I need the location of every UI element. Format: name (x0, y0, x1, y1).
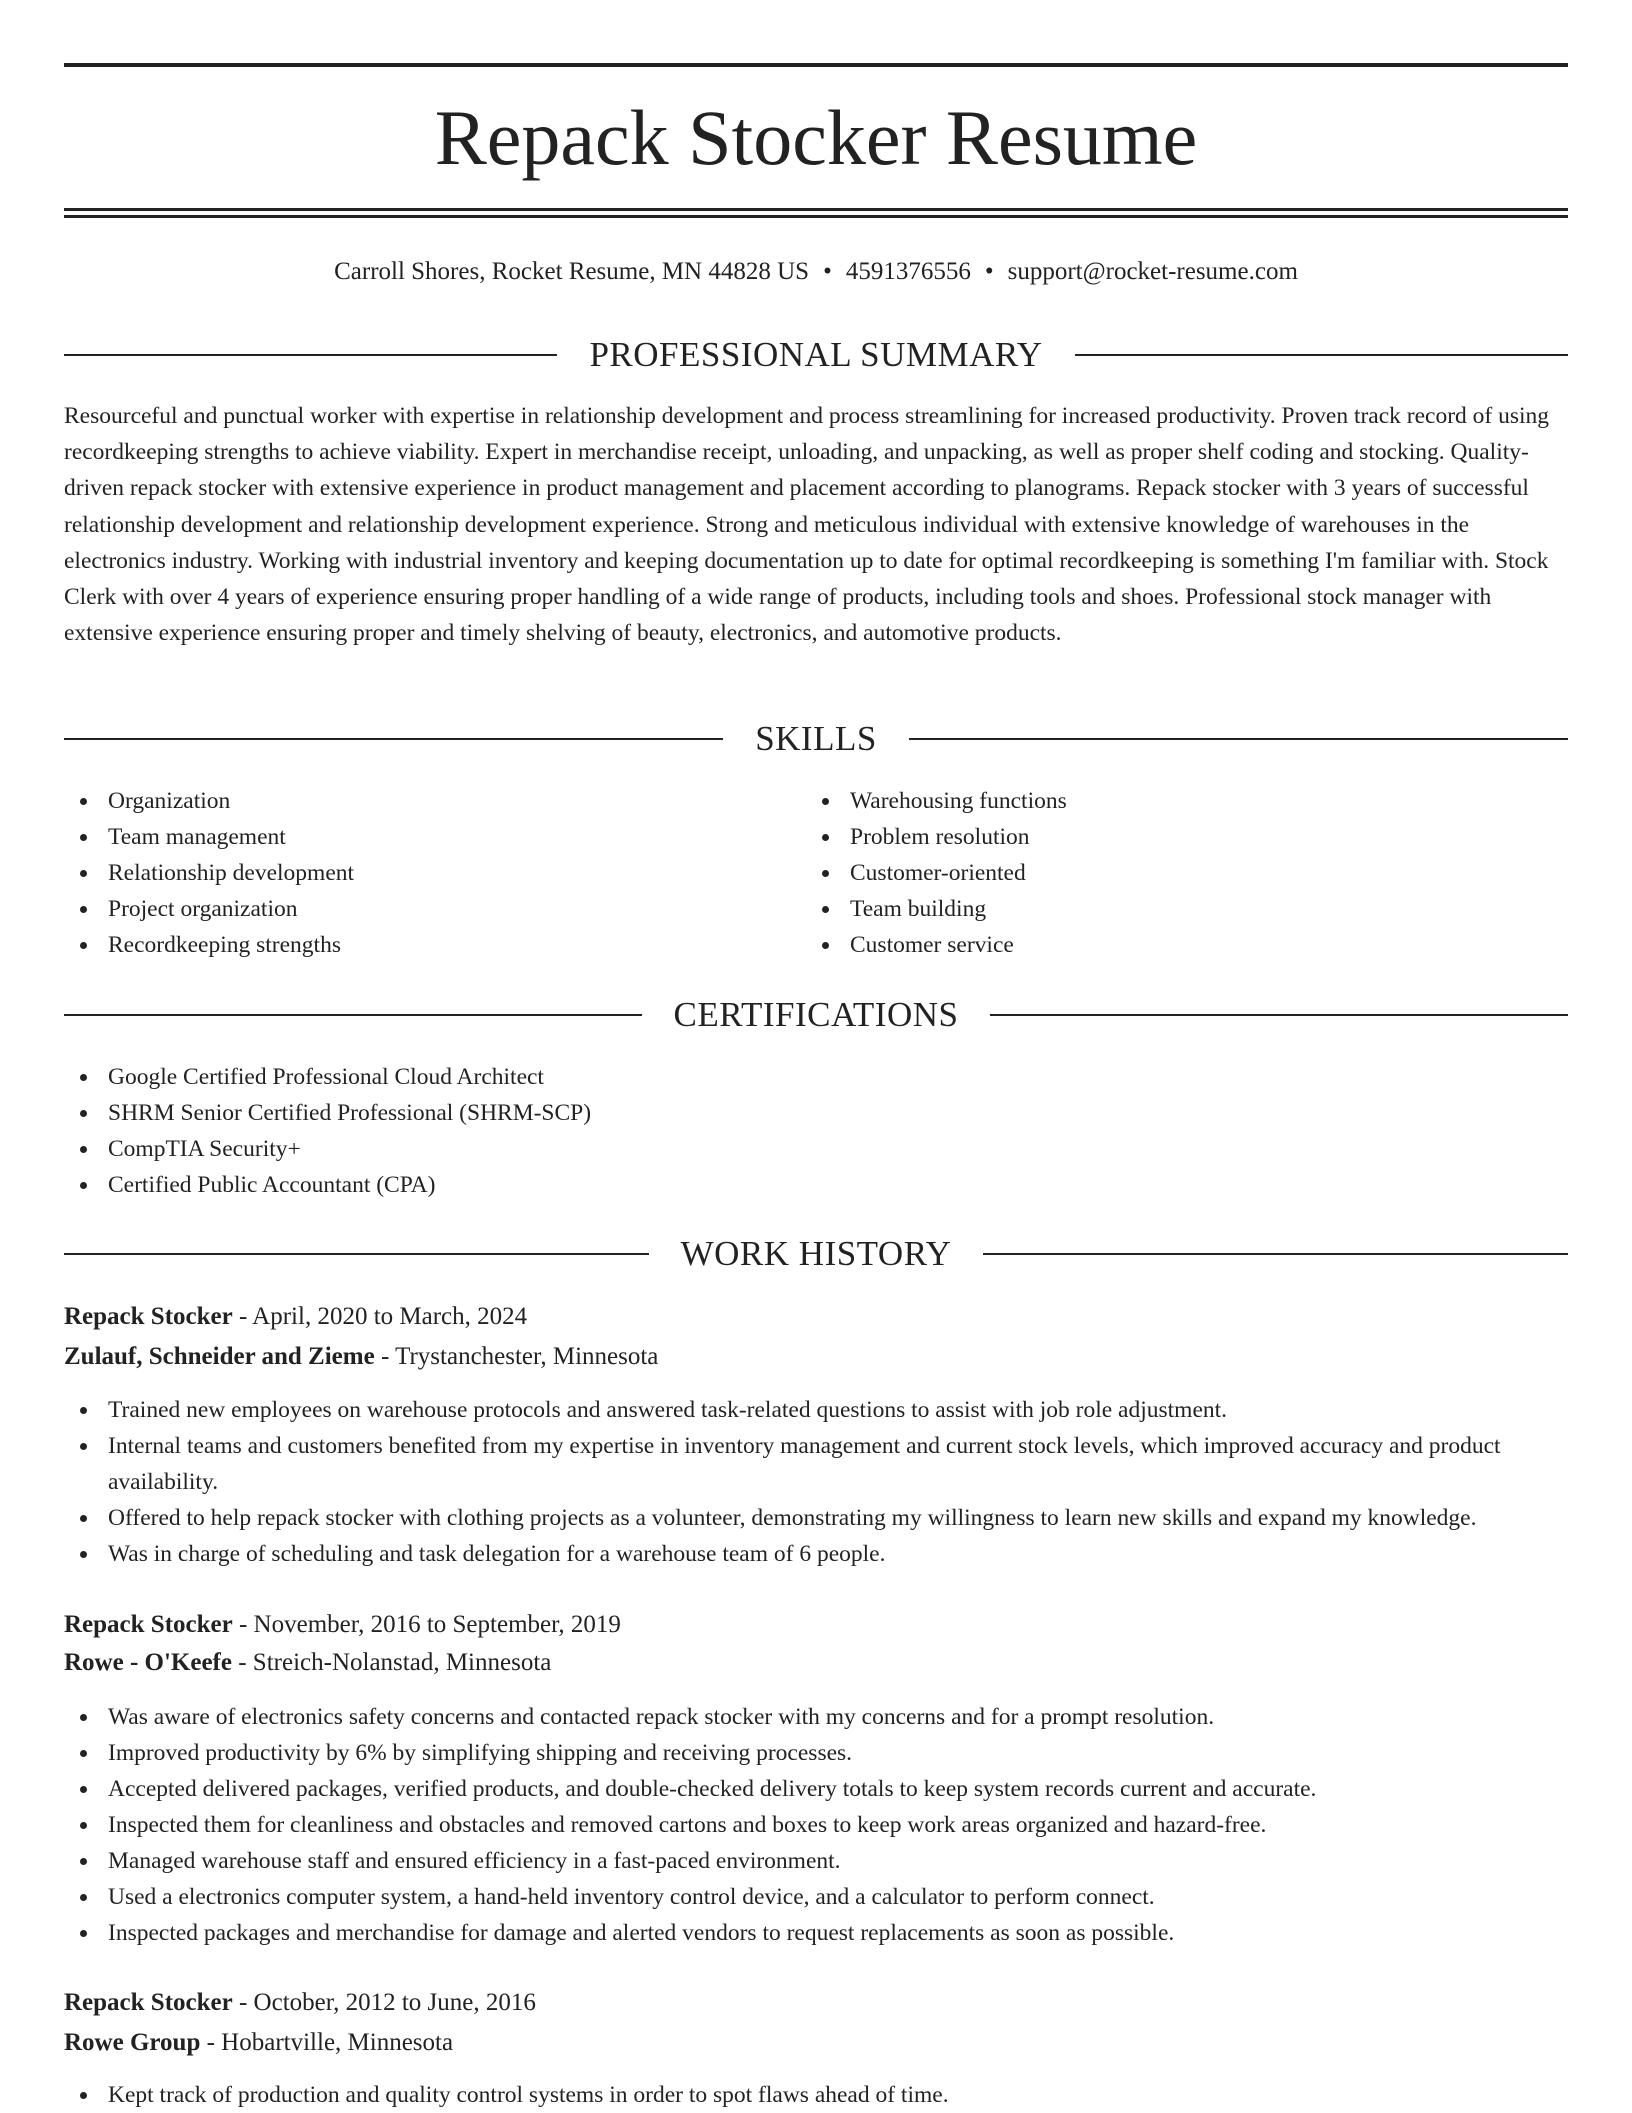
heading-rule (64, 738, 723, 740)
job-bullet: Inspected packages and merchandise for damage and alerted vendors to request replacements as soon as possible. (64, 1915, 1568, 1951)
certification-item: SHRM Senior Certified Professional (SHRM-SCP) (64, 1095, 1568, 1131)
job-bullets (64, 2077, 1568, 2113)
job-location: - Hobartville, Minnesota (200, 2029, 454, 2056)
contact-address: Carroll Shores, Rocket Resume, MN 44828 US (334, 258, 810, 285)
job-company-line (64, 1645, 1568, 1681)
skill-item: Team management (64, 819, 804, 855)
job-dates: - October, 2012 to June, 2016 (232, 1989, 536, 2016)
certifications-heading (64, 995, 1568, 1035)
skill-item: Recordkeeping strengths (64, 927, 804, 963)
heading-rule (983, 1253, 1568, 1255)
job-bullet: Offered to help repack stocker with clothing projects as a volunteer, demonstrating my willingness to learn new skills and expand my knowledge. (64, 1500, 1568, 1536)
job-dates: - November, 2016 to September, 2019 (232, 1611, 621, 1638)
certification-item: CompTIA Security+ (64, 1131, 1568, 1167)
job-company-line (64, 1339, 1568, 1375)
header-double-rule-upper (64, 208, 1568, 211)
skill-item: Project organization (64, 891, 804, 927)
heading-rule (909, 738, 1568, 740)
job-title-line (64, 1985, 1568, 2021)
heading-rule (990, 1014, 1568, 1016)
job-location: - Trystanchester, Minnesota (374, 1343, 659, 1370)
job-role: Repack Stocker (64, 1303, 233, 1330)
job-dates: - April, 2020 to March, 2024 (232, 1303, 528, 1330)
header-top-rule (64, 63, 1568, 67)
work-history-heading-label: WORK HISTORY (680, 1234, 952, 1273)
certification-item: Google Certified Professional Cloud Architect (64, 1059, 1568, 1095)
skill-item: Team building (806, 891, 1566, 927)
job-bullet: Inspected them for cleanliness and obstacles and removed cartons and boxes to keep work areas organized and hazard-free. (64, 1807, 1568, 1843)
skill-item: Relationship development (64, 855, 804, 891)
job-location: - Streich-Nolanstad, Minnesota (231, 1649, 552, 1676)
contact-email: support@rocket-resume.com (1007, 258, 1298, 285)
summary-heading (64, 335, 1568, 375)
summary-heading-label: PROFESSIONAL SUMMARY (589, 335, 1043, 374)
job-bullet: Used a electronics computer system, a hand-held inventory control device, and a calculator to perform connect. (64, 1879, 1568, 1915)
summary-text: Resourceful and punctual worker with expertise in relationship development and process streamlining for increased productivity. Proven track record of using recordkeeping strengths to achieve viability. Expert in merchandise receipt, unloading, and unpacking, as well as proper shelf coding and stocking. Quality-driven repack stocker with extensive experience in product management and placement according to planograms. Repack stocker with 3 years of successful relationship development and relationship development experience. Strong and meticulous individual with extensive knowledge of warehouses in the electronics industry. Working with industrial inventory and keeping documentation up to date for optimal recordkeeping is something I'm familiar with. Stock Clerk with over 4 years of experience ensuring proper handling of a wide range of products, including tools and shoes. Professional stock manager with extensive experience ensuring proper and timely shelving of beauty, electronics, and automotive products. (64, 403, 1550, 647)
job-company: Rowe Group (64, 2029, 201, 2056)
resume-title: Repack Stocker Resume (434, 94, 1198, 181)
header-double-rule-lower (64, 215, 1568, 218)
job-bullet: Trained new employees on warehouse protocols and answered task-related questions to assist with job role adjustment. (64, 1392, 1568, 1428)
skill-item: Problem resolution (806, 819, 1566, 855)
skills-heading-label: SKILLS (755, 719, 877, 758)
contact-phone: 4591376556 (845, 258, 971, 285)
heading-rule (64, 354, 557, 356)
job-bullet: Was in charge of scheduling and task delegation for a warehouse team of 6 people. (64, 1536, 1568, 1572)
job-title-line (64, 1299, 1568, 1335)
job-bullets (64, 1699, 1568, 1951)
certifications-list (64, 1059, 1568, 1203)
skill-item: Customer-oriented (806, 855, 1566, 891)
job-bullet: Improved productivity by 6% by simplifying shipping and receiving processes. (64, 1735, 1568, 1771)
certifications-heading-label: CERTIFICATIONS (673, 995, 959, 1034)
skills-list-left (64, 783, 804, 963)
contact-line (64, 255, 1568, 289)
job-title-line (64, 1607, 1568, 1643)
contact-separator: • (823, 258, 832, 285)
skill-item: Organization (64, 783, 804, 819)
skill-item: Warehousing functions (806, 783, 1566, 819)
skill-item: Customer service (806, 927, 1566, 963)
job-bullets (64, 1392, 1568, 1572)
job-bullet: Accepted delivered packages, verified products, and double-checked delivery totals to keep system records current and accurate. (64, 1771, 1568, 1807)
contact-separator: • (984, 258, 994, 285)
job-company-line (64, 2025, 1568, 2061)
job-bullet: Kept track of production and quality control systems in order to spot flaws ahead of time. (64, 2077, 1568, 2113)
heading-rule (64, 1014, 642, 1016)
job-role: Repack Stocker (64, 1989, 233, 2016)
job-bullet: Internal teams and customers benefited from my expertise in inventory management and current stock levels, which improved accuracy and product availability. (64, 1428, 1568, 1500)
skills-list-right (806, 783, 1566, 963)
job-bullet: Was aware of electronics safety concerns and contacted repack stocker with my concerns and for a prompt resolution. (64, 1699, 1568, 1735)
heading-rule (64, 1253, 649, 1255)
job-role: Repack Stocker (64, 1611, 233, 1638)
job-company: Rowe - O'Keefe (64, 1649, 232, 1676)
job-company: Zulauf, Schneider and Zieme (64, 1343, 375, 1370)
job-bullet: Managed warehouse staff and ensured efficiency in a fast-paced environment. (64, 1843, 1568, 1879)
certification-item: Certified Public Accountant (CPA) (64, 1167, 1568, 1203)
work-history-heading (64, 1234, 1568, 1274)
skills-heading (64, 719, 1568, 759)
heading-rule (1075, 354, 1568, 356)
